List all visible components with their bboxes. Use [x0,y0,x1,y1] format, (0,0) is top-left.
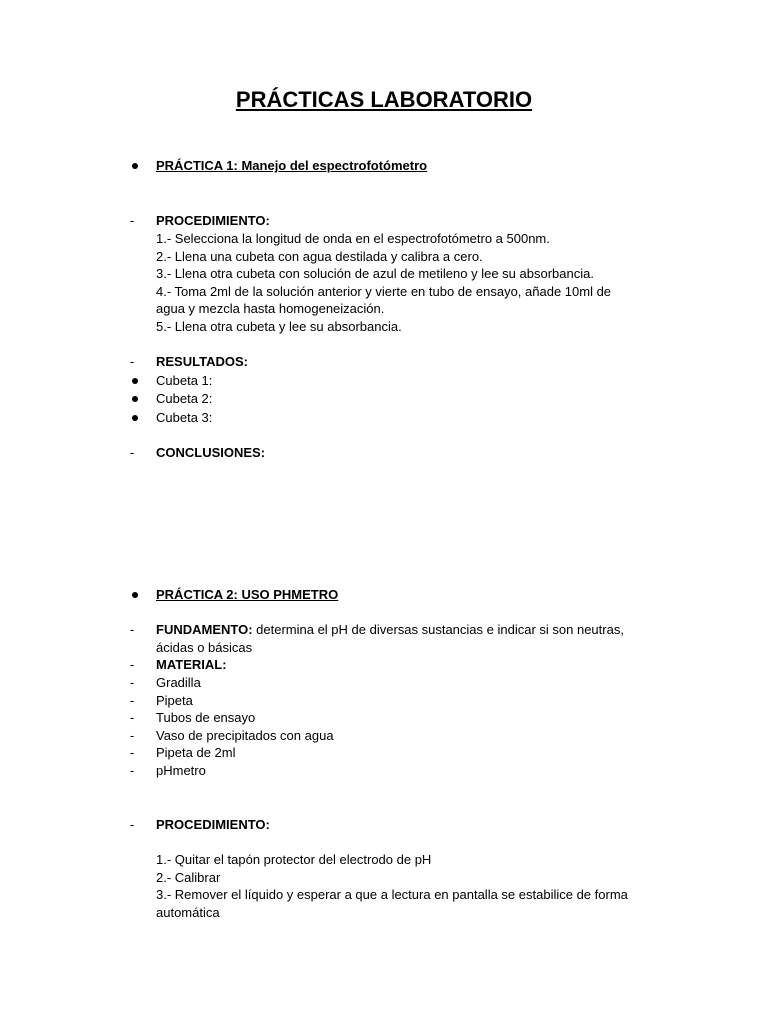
practica2-step: 3.- Remover el líquido y esperar a que a lectura en pantalla se estabilice de forma [156,887,628,903]
dash-marker: - [130,745,135,760]
practica1-step: 4.- Toma 2ml de la solución anterior y vierte en tubo de ensayo, añade 10ml de [156,283,612,299]
dash-marker: - [130,817,135,832]
practica1-procedimiento-label: PROCEDIMIENTO: [156,213,270,228]
practica1-conclusiones-label: CONCLUSIONES: [156,445,266,460]
dash-marker: - [130,728,135,743]
practica2-procedimiento-label: PROCEDIMIENTO: [156,817,270,832]
practica1-step: 1.- Selecciona la longitud de onda en el espectrofotómetro a 500nm. [156,231,550,246]
fundamento-text-cont: ácidas o básicas [156,639,253,655]
cubeta-label: Cubeta 1: [156,373,213,388]
dash-marker: - [130,710,135,725]
bullet-dot-icon [132,592,138,598]
practica2-heading: PRÁCTICA 2: USO PHMETRO [156,587,339,602]
material-label-text: Pipeta [156,693,193,708]
material-label: MATERIAL: [156,657,227,672]
material-label-text: Pipeta de 2ml [156,745,236,760]
dash-marker: - [130,354,135,369]
dash-marker: - [130,213,135,228]
practica1-step: agua y mezcla hasta homogeneización. [156,301,385,317]
material-label-text: Tubos de ensayo [156,710,256,725]
bullet-dot-icon [132,378,138,384]
document-title: PRÁCTICAS LABORATORIO [235,87,533,112]
dash-marker: - [130,693,135,708]
bullet-dot-icon [132,396,138,402]
fundamento-label: FUNDAMENTO: [156,622,253,637]
dash-marker: - [130,445,135,460]
dash-marker: - [130,675,135,690]
material-label-text: pHmetro [156,763,206,778]
dash-marker: - [130,622,135,637]
practica1-step: 3.- Llena otra cubeta con solución de azul de metileno y lee su absorbancia. [156,266,594,282]
bullet-dot-icon [132,163,138,169]
fundamento-text: determina el pH de diversas sustancias e indicar si son neutras, [252,622,624,637]
practica2-step: 1.- Quitar el tapón protector del electrodo de pH [156,852,432,867]
practica1-step: 2.- Llena una cubeta con agua destilada y calibra a cero. [156,248,483,264]
practica1-resultados-label: RESULTADOS: [156,354,248,369]
practica1-heading: PRÁCTICA 1: Manejo del espectrofotómetro [156,158,428,173]
bullet-dot-icon [132,415,138,421]
practica2-step: 2.- Calibrar [156,869,221,885]
dash-marker: - [130,763,135,778]
material-label-text: Gradilla [156,675,201,690]
cubeta-label: Cubeta 3: [156,410,213,425]
cubeta-label: Cubeta 2: [156,391,213,406]
practica2-step: automática [156,904,220,920]
material-label-text: Vaso de precipitados con agua [156,728,334,743]
practica1-step: 5.- Llena otra cubeta y lee su absorbancia. [156,318,402,334]
dash-marker: - [130,657,135,672]
